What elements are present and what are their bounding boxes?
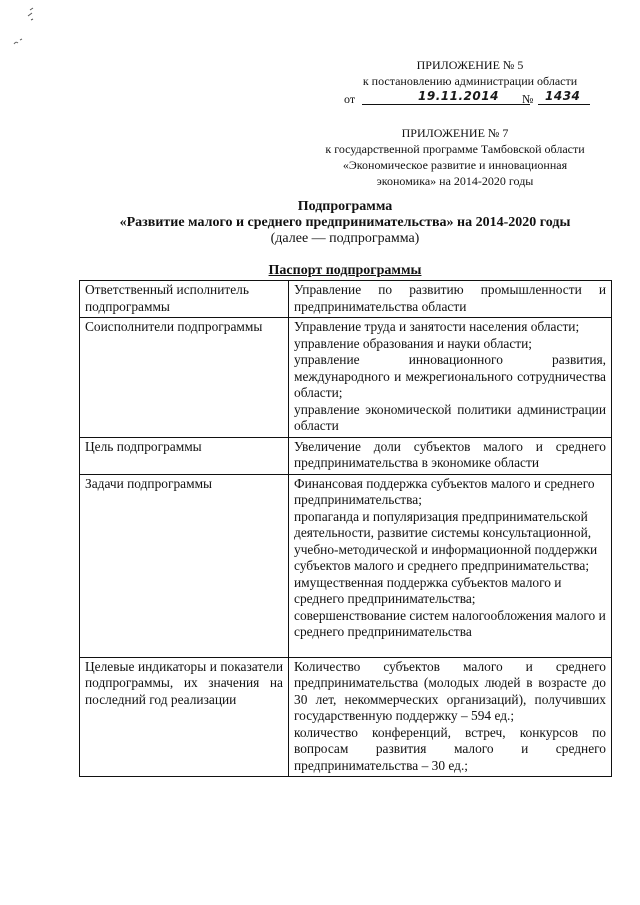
table-row: [80, 657, 612, 777]
handwritten-date: 19.11.2014: [418, 89, 499, 103]
row-label-cell: [80, 281, 289, 318]
subprogram-title: «Развитие малого и среднего предпринимательства» на 2014-2020 годы: [119, 215, 571, 230]
row-item: Количество субъектов малого и среднего предпринимательства (молодых людей в возрасте до 30 лет, некоммерческих организаций), получивших государственную поддержку – 594 ед.;: [294, 658, 606, 723]
row-item: совершенствование систем налогообложения малого и среднего предпринимательства: [294, 607, 606, 639]
passport-table: [79, 280, 612, 777]
appendix-5-title: ПРИЛОЖЕНИЕ № 5: [416, 58, 524, 72]
date-prefix: от: [344, 92, 356, 106]
row-item: Управление по развитию промышленности и предпринимательства области: [294, 282, 606, 314]
row-label-cell: [80, 657, 289, 777]
row-value-cell: [289, 474, 612, 657]
subprogram-note: (далее — подпрограмма): [270, 231, 420, 246]
row-item: управление образования и науки области;: [294, 335, 533, 351]
scan-marks: [8, 4, 38, 54]
table-row: [80, 318, 612, 438]
date-number-line: [340, 89, 600, 107]
row-label: Соисполнители подпрограммы: [85, 319, 263, 334]
row-label-cell: [80, 318, 289, 438]
row-label: Задачи подпрограммы: [85, 475, 213, 491]
row-value-cell: [289, 657, 612, 777]
appendix-7-block: [320, 125, 590, 189]
table-row: [80, 474, 612, 657]
subprogram-heading: Подпрограмма: [297, 199, 393, 214]
row-item: Финансовая поддержка субъектов малого и среднего предпринимательства;: [294, 475, 595, 507]
appendix-5-subtitle: к постановлению администрации области: [362, 74, 578, 88]
appendix-7-line1: к государственной программе Тамбовской области: [325, 142, 585, 156]
row-item: количество конференций, встреч, конкурсов по вопросам развития малого и среднего предпринимательства – 30 ед.;: [294, 724, 606, 773]
row-item: имущественная поддержка субъектов малого и среднего предпринимательства;: [294, 574, 562, 606]
row-label-cell: [80, 437, 289, 474]
row-value-cell: [289, 437, 612, 474]
table-row: [80, 437, 612, 474]
date-underline: [362, 104, 530, 105]
handwritten-number: 1434: [545, 89, 581, 103]
row-item: Увеличение доли субъектов малого и среднего предпринимательства в экономике области: [294, 438, 606, 470]
passport-heading: Паспорт подпрограммы: [268, 263, 422, 278]
row-value-cell: [289, 318, 612, 438]
row-item: Управление труда и занятости населения области;: [294, 319, 580, 334]
row-item: управление инновационного развития, международного и межрегионального сотрудничества области;: [294, 352, 606, 400]
row-item: пропаганда и популяризация предпринимательской деятельности, развитие системы консультационной, учебно-методической и информационной поддержки субъектов малого и среднего предпринимательства;: [294, 508, 598, 573]
row-label-cell: [80, 474, 289, 657]
number-underline: [538, 104, 590, 105]
row-label: Ответственный исполнитель подпрограммы: [85, 282, 249, 314]
row-item: управление экономической политики администрации области: [294, 401, 606, 433]
table-row: [80, 281, 612, 318]
appendix-5-block: [340, 57, 600, 107]
appendix-7-title: ПРИЛОЖЕНИЕ № 7: [401, 126, 509, 140]
row-spacer: [294, 641, 606, 655]
row-label: Целевые индикаторы и показатели подпрограммы, их значения на последний год реализации: [85, 658, 283, 707]
row-value-cell: [289, 281, 612, 318]
appendix-7-line3: экономика» на 2014-2020 годы: [376, 174, 534, 188]
appendix-7-line2: «Экономическое развитие и инновационная: [342, 158, 568, 172]
number-prefix: №: [522, 92, 534, 106]
row-label: Цель подпрограммы: [85, 438, 202, 454]
